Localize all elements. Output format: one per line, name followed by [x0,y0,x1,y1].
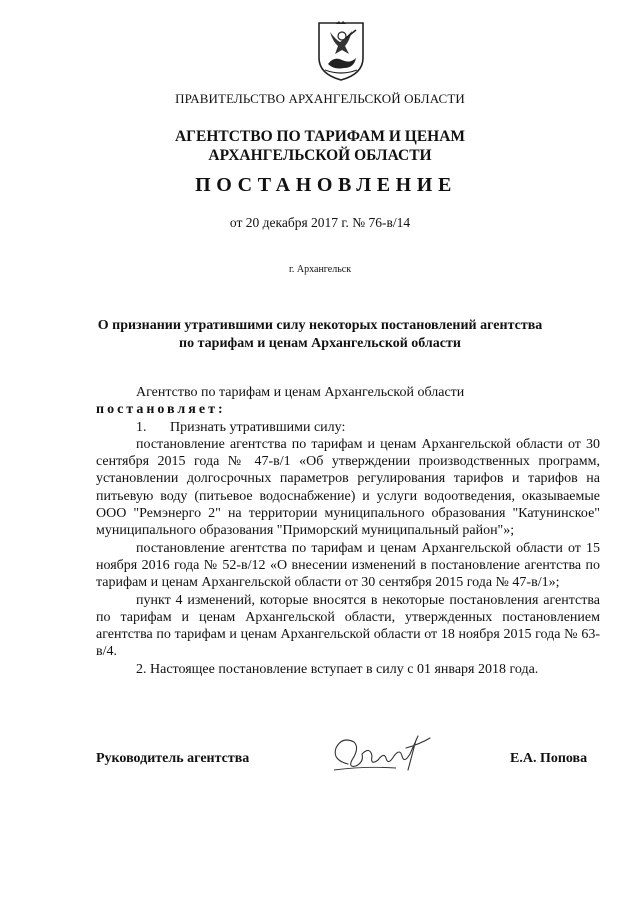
subject-line2: по тарифам и ценам Архангельской области [179,336,461,351]
repealed-act-2: постановление агентства по тарифам и ценам Архангельской области от 15 ноября 2016 года № 52-в/12 «О внесении изменений в постановление агентства по тарифам и ценам Архангельской области от 30 сентября 2015 года № 47-в/1»; [96,540,600,591]
city: г. Архангельск [288,264,352,275]
item-1-text: Признать утратившими силу: [170,419,346,435]
intro-paragraph: Агентство по тарифам и ценам Архангельской области [136,385,465,400]
date-and-number: от 20 декабря 2017 г. № 76-в/14 [229,215,411,230]
agency-name-line2: АРХАНГЕЛЬСКОЙ ОБЛАСТИ [208,147,432,164]
item-1-number: 1. [136,419,147,435]
signatory-role: Руководитель агентства [96,751,250,766]
item-1 [96,419,600,436]
agency-name [0,127,640,165]
agency-name-line1: АГЕНТСТВО ПО ТАРИФАМ И ЦЕНАМ [174,128,466,145]
repealed-act-1: постановление агентства по тарифам и ценам Архангельской области от 30 сентября 2015 года № 47-в/1 «Об утверждении производственных программ, установлении долгосрочных параметров регулирования тарифов и тарифов на питьевую воду (питьевое водоснабжение) и услуги водоотведения, оказываемые ООО "Ремэнерго 2" на территории муниципального образования "Катунинское" муниципального образования "Приморский муниципальный район"»; [96,436,600,539]
item-2: 2. Настоящее постановление вступает в силу с 01 января 2018 года. [136,661,539,677]
subject-line1: О признании утратившими силу некоторых постановлений агентства [97,318,543,333]
document-subject [0,317,640,353]
document-type: ПОСТАНОВЛЕНИЕ [195,174,457,196]
signature-icon [326,726,446,778]
coat-of-arms-icon [316,20,366,82]
decides-word: постановляет: [96,402,226,418]
decides-paragraph [96,401,600,418]
government-name: ПРАВИТЕЛЬСТВО АРХАНГЕЛЬСКОЙ ОБЛАСТИ [175,91,465,106]
repealed-act-3: пункт 4 изменений, которые вносятся в некоторые постановления агентства по тарифам и ценам Архангельской области, утвержденных постановлением агентства по тарифам и ценам Архангельской области от 18 ноября 2015 года № 63-в/4. [96,592,600,660]
signatory-name: Е.А. Попова [510,751,588,766]
document-body [96,384,600,678]
